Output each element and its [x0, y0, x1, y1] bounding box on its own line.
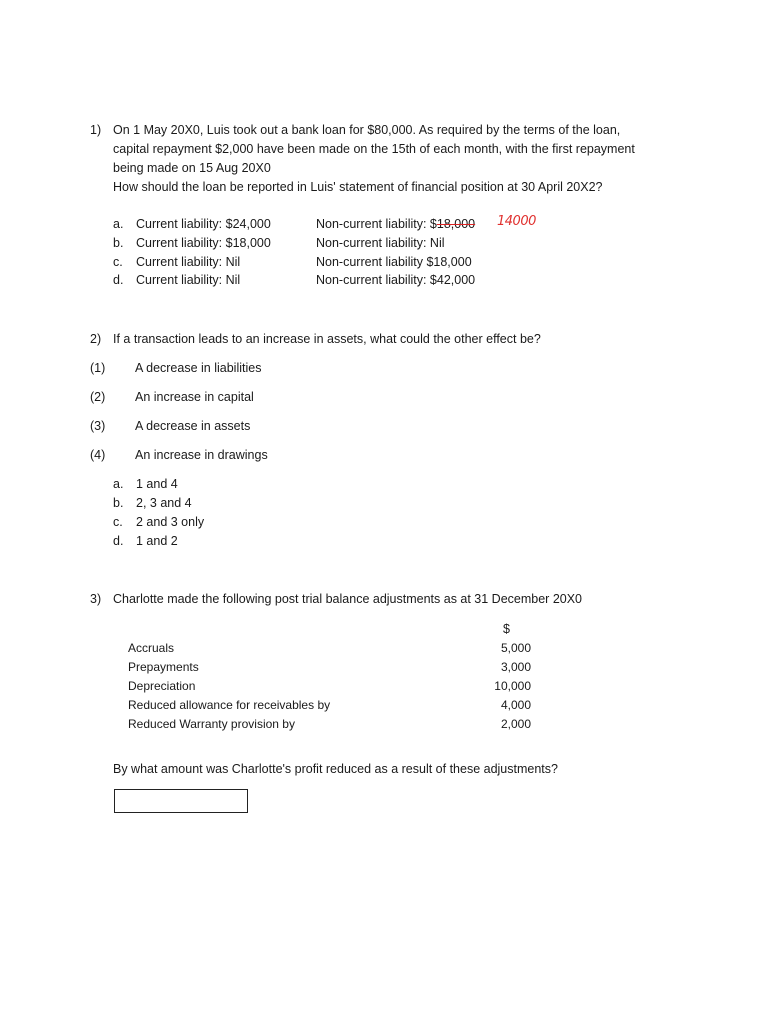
question-text: Charlotte made the following post trial balance adjustments as at 31 December 20X0: [113, 592, 583, 606]
statement-number: (3): [90, 419, 106, 433]
option-text: 2 and 3 only: [136, 515, 205, 529]
statement-text: An increase in drawings: [135, 448, 268, 462]
option-letter: c.: [113, 255, 123, 269]
adjustment-label: Prepayments: [128, 660, 199, 674]
question-number: 3): [90, 592, 102, 606]
option-current: Current liability: $24,000: [136, 217, 271, 231]
adjustment-label: Depreciation: [128, 679, 196, 693]
currency-header: $: [503, 622, 510, 636]
statement-text: A decrease in assets: [135, 419, 251, 433]
option-noncurrent: Non-current liability: Nil: [316, 236, 445, 250]
option-letter: a.: [113, 477, 124, 491]
question-text: If a transaction leads to an increase in assets, what could the other effect be?: [113, 332, 541, 346]
option-current: Current liability: $18,000: [136, 236, 271, 250]
option-text: 2, 3 and 4: [136, 496, 192, 510]
option-text: 1 and 4: [136, 477, 178, 491]
statement-text: A decrease in liabilities: [135, 361, 262, 375]
question-number: 1): [90, 123, 102, 137]
question-line: On 1 May 20X0, Luis took out a bank loan for $80,000. As required by the terms of the loan,: [113, 123, 621, 137]
option-text: 1 and 2: [136, 534, 178, 548]
option-letter: d.: [113, 534, 124, 548]
option-letter: b.: [113, 496, 124, 510]
question-line: being made on 15 Aug 20X0: [113, 161, 271, 175]
adjustment-label: Reduced allowance for receivables by: [128, 698, 331, 712]
question-line: capital repayment $2,000 have been made on the 15th of each month, with the first repayment: [113, 142, 635, 156]
struck-amount: 18,000: [436, 217, 476, 231]
option-letter: c.: [113, 515, 123, 529]
question-number: 2): [90, 332, 102, 346]
option-letter: a.: [113, 217, 124, 231]
adjustment-value: 4,000: [500, 698, 531, 712]
adjustment-value: 3,000: [500, 660, 531, 674]
adjustment-value: 2,000: [500, 717, 531, 731]
question-text: [113, 121, 635, 197]
option-noncurrent: [316, 217, 475, 231]
handwritten-correction: 14000: [497, 214, 536, 229]
adjustment-value: 5,000: [500, 641, 531, 655]
answer-input[interactable]: [114, 789, 248, 813]
question-line: How should the loan be reported in Luis' statement of financial position at 30 April 20X2?: [113, 180, 603, 194]
option-current: Current liability: Nil: [136, 255, 241, 269]
adjustment-value: 10,000: [494, 679, 531, 693]
option-current: Current liability: Nil: [136, 273, 241, 287]
option-letter: b.: [113, 236, 124, 250]
statement-number: (4): [90, 448, 106, 462]
option-noncurrent-prefix: Non-current liability: $: [316, 217, 437, 231]
statement-number: (2): [90, 390, 106, 404]
option-noncurrent: Non-current liability $18,000: [316, 255, 472, 269]
statement-text: An increase in capital: [135, 390, 254, 404]
statement-number: (1): [90, 361, 106, 375]
adjustment-label: Reduced Warranty provision by: [128, 717, 295, 731]
option-letter: d.: [113, 273, 124, 287]
sub-question-text: By what amount was Charlotte's profit reduced as a result of these adjustments?: [113, 762, 558, 776]
adjustment-label: Accruals: [128, 641, 175, 655]
option-noncurrent: Non-current liability: $42,000: [316, 273, 476, 287]
